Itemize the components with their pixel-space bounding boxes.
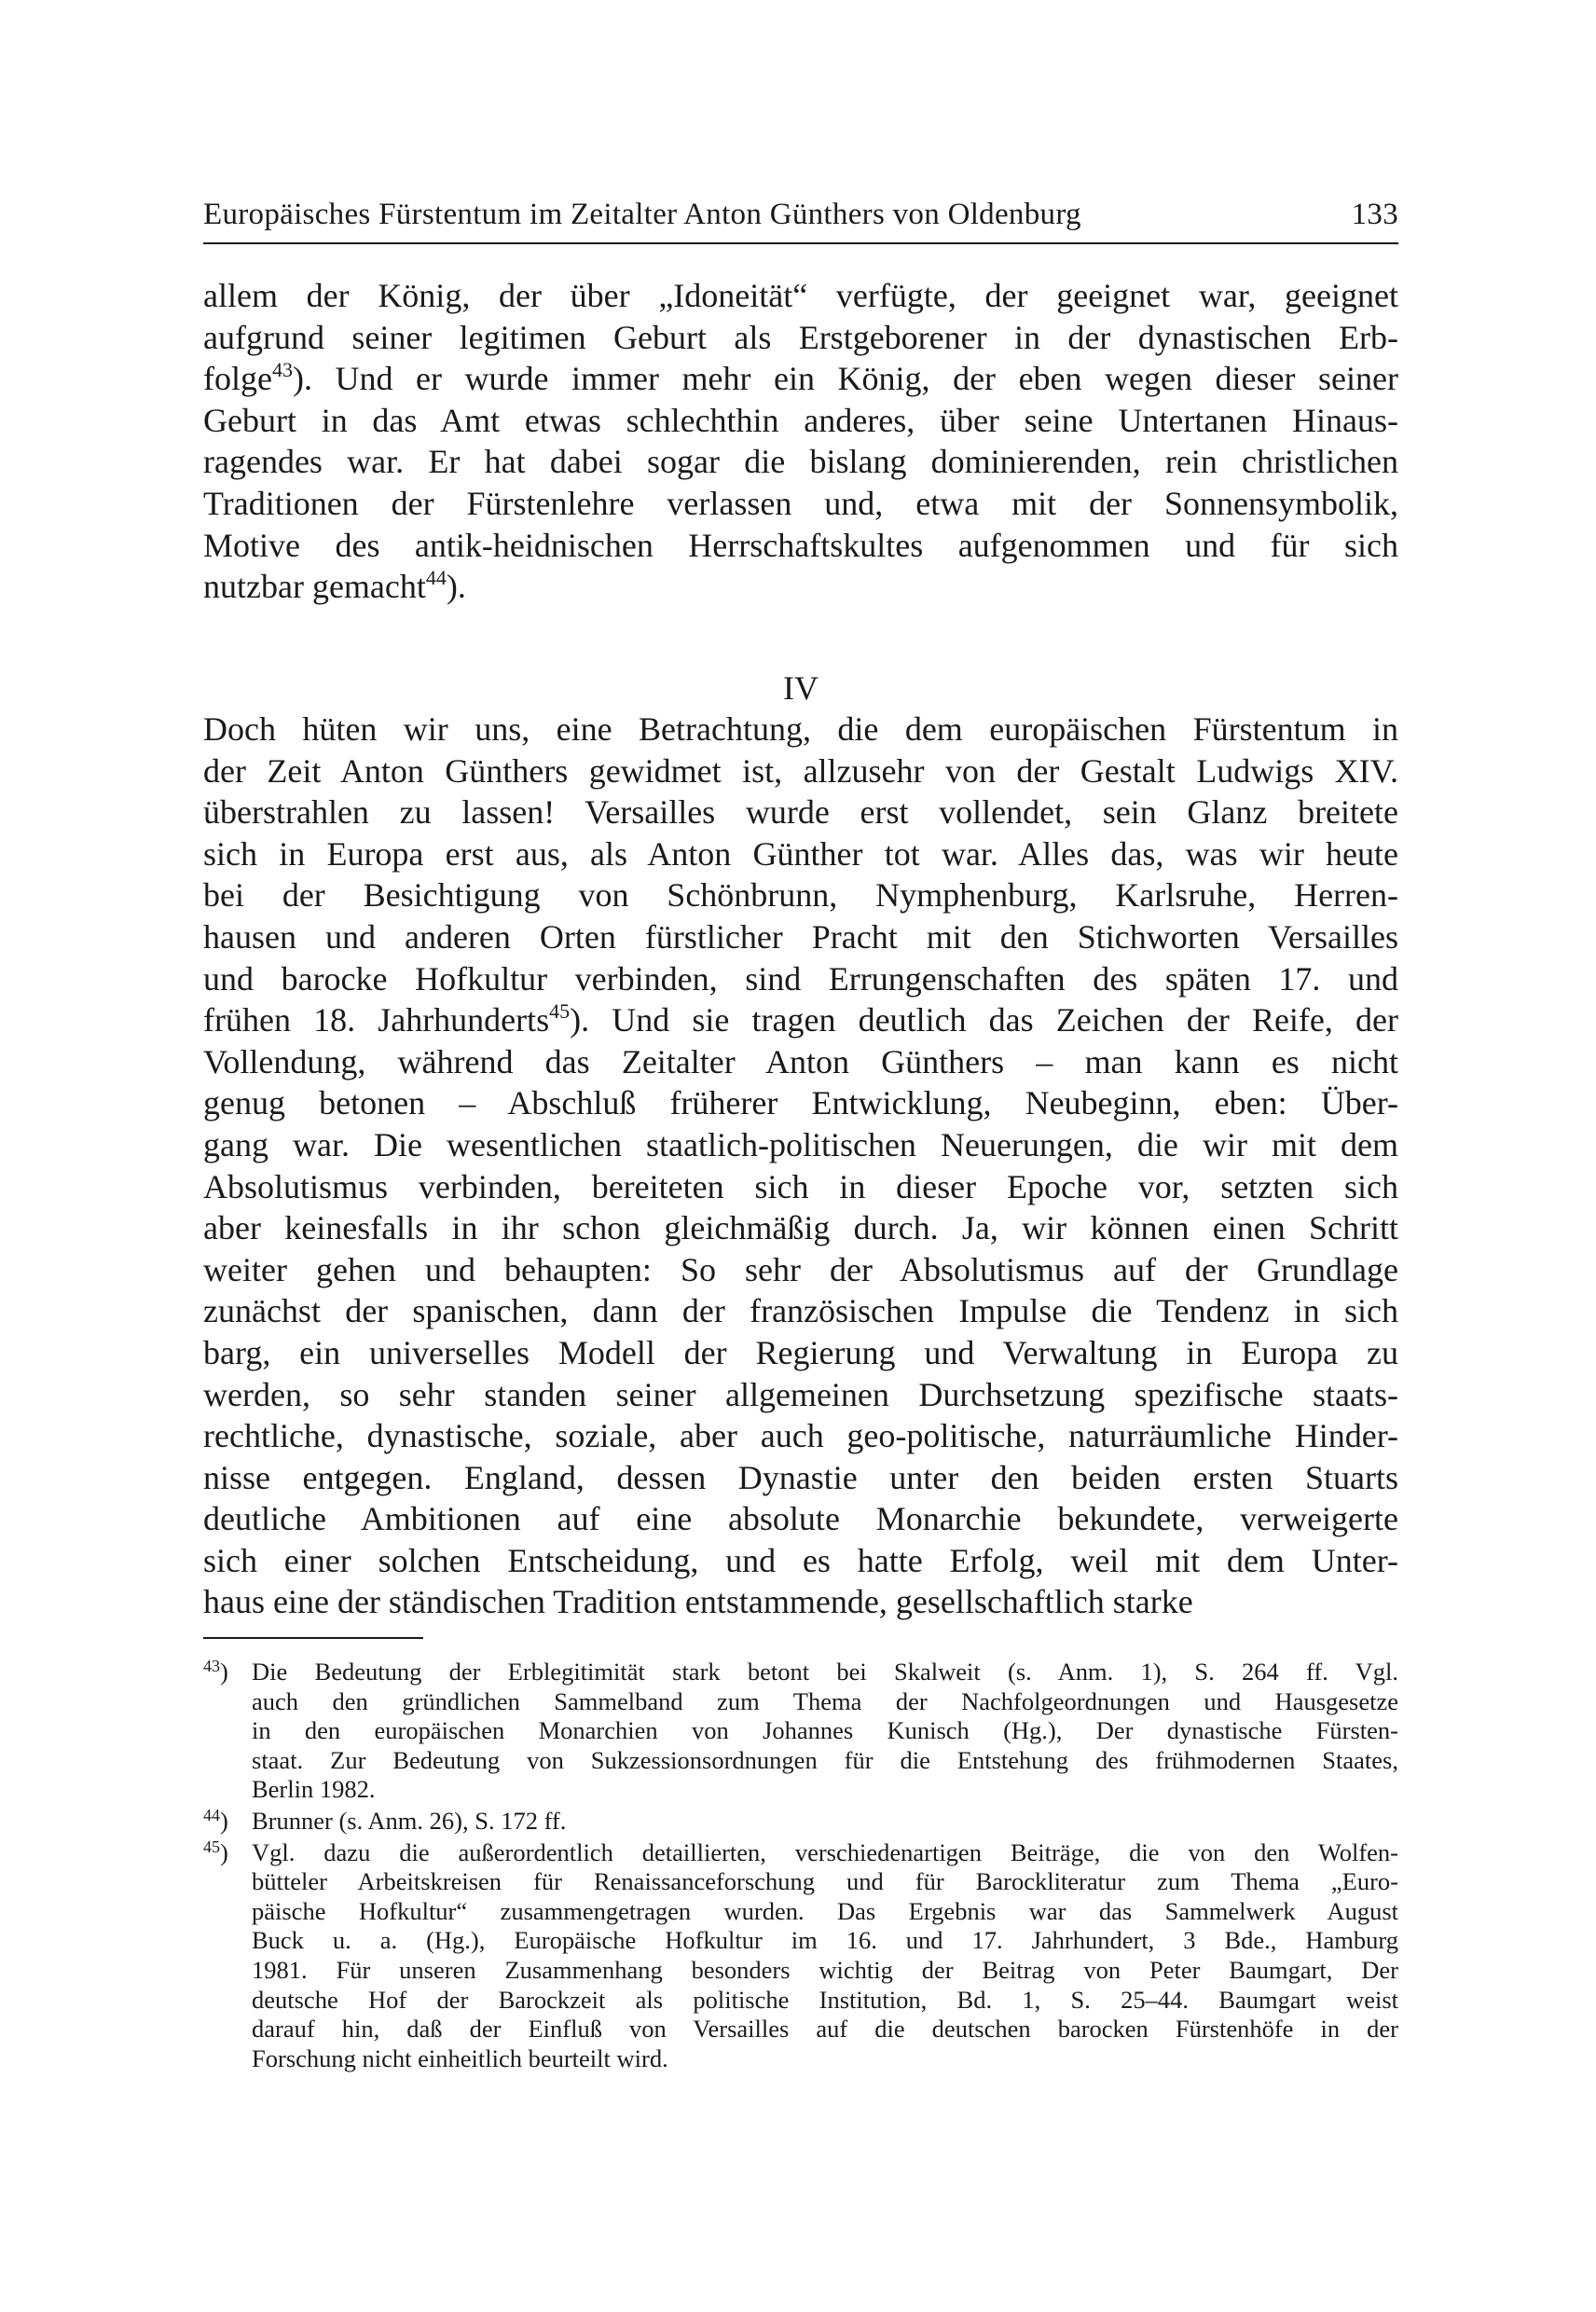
text-line: ragendes war. Er hat dabei sogar die bislang dominierenden, rein christlichen [203,443,1398,481]
text-line: werden, so sehr standen seiner allgemeinen Durchsetzung spezifische staats- [203,1375,1398,1413]
text-line: aber keinesfalls in ihr schon gleichmäßig durch. Ja, wir können einen Schritt [203,1209,1398,1247]
text-line: Geburt in das Amt etwas schlechthin anderes, über seine Untertanen Hinaus- [203,401,1398,439]
footnote-rule [203,1637,423,1639]
text-line: genug betonen – Abschluß früherer Entwicklung, Neubeginn, eben: Über- [203,1084,1398,1122]
text-line [203,566,1398,608]
footnote-number-value: 45 [203,1837,220,1856]
text-segment: nutzbar gemacht [203,568,426,606]
text-line: Motive des antik-heidnischen Herrschaftskultes aufgenommen und für sich [203,526,1398,564]
footnote-line: bütteler Arbeitskreisen für Renaissanceforschung und für Barockliteratur zum Thema „Euro- [252,1867,1398,1896]
footnote-line: Vgl. dazu die außerordentlich detaillierten, verschiedenartigen Beiträge, die von den Wolfen- [252,1837,1398,1866]
footnote-line: Berlin 1982. [252,1775,376,1804]
page-number: 133 [1351,198,1398,231]
footnote-line: darauf hin, daß der Einfluß von Versailles auf die deutschen barocken Fürstenhöfe in der [252,2015,1398,2044]
text-line [203,358,1398,400]
footnote-line: auch den gründlichen Sammelband zum Thema der Nachfolgeordnungen und Hausgesetze [252,1686,1398,1715]
running-head-title: Europäisches Fürstentum im Zeitalter Anton Günthers von Oldenburg [203,198,1081,231]
text-line: allem der König, der über „Idoneität“ verfügte, der geeignet war, geeignet [203,277,1398,314]
text-line: weiter gehen und behaupten: So sehr der Absolutismus auf der Grundlage [203,1250,1398,1288]
text-segment: ). [446,568,466,606]
section-heading: IV [783,669,819,707]
footnote-ref[interactable]: 45 [549,999,571,1024]
footnote-number-value: 43 [203,1657,220,1675]
footnote-number: $^{43}$) [203,1657,228,1686]
footnote-line: päische Hofkultur“ zusammengetragen wurden. Das Ergebnis war das Sammelwerk August [252,1896,1398,1925]
footnote-ref[interactable]: 44 [425,566,447,590]
text-line: haus eine der ständischen Tradition entstammende, gesellschaftlich starke [203,1583,1193,1621]
paragraph-section-iv [203,709,1398,1623]
text-segment: ). Und sie tragen deutlich das Zeichen der Reife, der [570,1001,1398,1039]
footnote-line: in den europäischen Monarchien von Johannes Kunisch (Hg.), Der dynastische Fürsten- [252,1716,1398,1745]
text-line: sich in Europa erst aus, als Anton Günther tot war. Alles das, was wir heute [203,834,1398,873]
running-head [203,196,1398,233]
text-line: nisse entgegen. England, dessen Dynastie unter den beiden ersten Stuarts [203,1458,1398,1496]
text-line: sich einer solchen Entscheidung, und es hatte Erfolg, weil mit dem Unter- [203,1541,1398,1579]
text-segment: frühen 18. Jahrhunderts [203,1001,550,1039]
text-line: Doch hüten wir uns, eine Betrachtung, die dem europäischen Fürstentum in [203,710,1398,748]
text-line: und barocke Hofkultur verbinden, sind Errungenschaften des späten 17. und [203,959,1398,998]
footnote-line: Forschung nicht einheitlich beurteilt wird. [252,2044,668,2072]
footnote-line: deutsche Hof der Barockzeit als politische Institution, Bd. 1, S. 25–44. Baumgart weist [252,1985,1398,2014]
text-line: Absolutismus verbinden, bereiteten sich in dieser Epoche vor, setzten sich [203,1167,1398,1205]
text-line: deutliche Ambitionen auf eine absolute Monarchie bekundete, verweigerte [203,1500,1398,1538]
paragraph-continued [203,275,1398,608]
header-rule [203,242,1398,244]
text-line: rechtliche, dynastische, soziale, aber auch geo-politische, naturräumliche Hinder- [203,1417,1398,1455]
text-segment: folge [203,360,272,398]
footnotes [203,1658,1398,2075]
text-line: der Zeit Anton Günthers gewidmet ist, allzusehr von der Gestalt Ludwigs XIV. [203,751,1398,790]
footnote-line: staat. Zur Bedeutung von Sukzessionsordnungen für die Entstehung des frühmodernen Staates, [252,1745,1398,1774]
text-segment: ). Und er wurde immer mehr ein König, der eben wegen dieser seiner [292,360,1398,398]
footnote-line: Die Bedeutung der Erblegitimität stark betont bei Skalweit (s. Anm. 1), S. 264 ff. Vgl. [252,1658,1398,1686]
text-line: bei der Besichtigung von Schönbrunn, Nymphenburg, Karlsruhe, Herren- [203,876,1398,915]
text-line: Vollendung, während das Zeitalter Anton Günthers – man kann es nicht [203,1042,1398,1080]
footnote-number: $^{45}$) [203,1837,228,1866]
footnote-44 [203,1807,1398,1837]
footnote-number: $^{44}$) [203,1805,228,1835]
footnote-number-value: 44 [203,1805,220,1824]
footnote-45 [203,1838,1398,2074]
text-line: überstrahlen zu lassen! Versailles wurde erst vollendet, sein Glanz breitete [203,793,1398,832]
text-line: barg, ein universelles Modell der Regierung und Verwaltung in Europa zu [203,1333,1398,1371]
footnote-ref[interactable]: 43 [271,358,293,382]
footnote-line: Buck u. a. (Hg.), Europäische Hofkultur im 16. und 17. Jahrhundert, 3 Bde., Hamburg [252,1926,1398,1955]
text-line: aufgrund seiner legitimen Geburt als Erstgeborener in der dynastischen Erb- [203,318,1398,356]
text-line [203,999,1398,1041]
text-line: gang war. Die wesentlichen staatlich-politischen Neuerungen, die wir mit dem [203,1125,1398,1163]
text-line: Traditionen der Fürstenlehre verlassen und, etwa mit der Sonnensymbolik, [203,484,1398,522]
text-line: hausen und anderen Orten fürstlicher Pracht mit den Stichworten Versailles [203,917,1398,956]
footnote-43 [203,1658,1398,1805]
footnote-line: Brunner (s. Anm. 26), S. 172 ff. [252,1806,567,1835]
text-line: zunächst der spanischen, dann der französischen Impulse die Tendenz in sich [203,1292,1398,1330]
footnote-line: 1981. Für unseren Zusammenhang besonders wichtig der Beitrag von Peter Baumgart, Der [252,1955,1398,1984]
